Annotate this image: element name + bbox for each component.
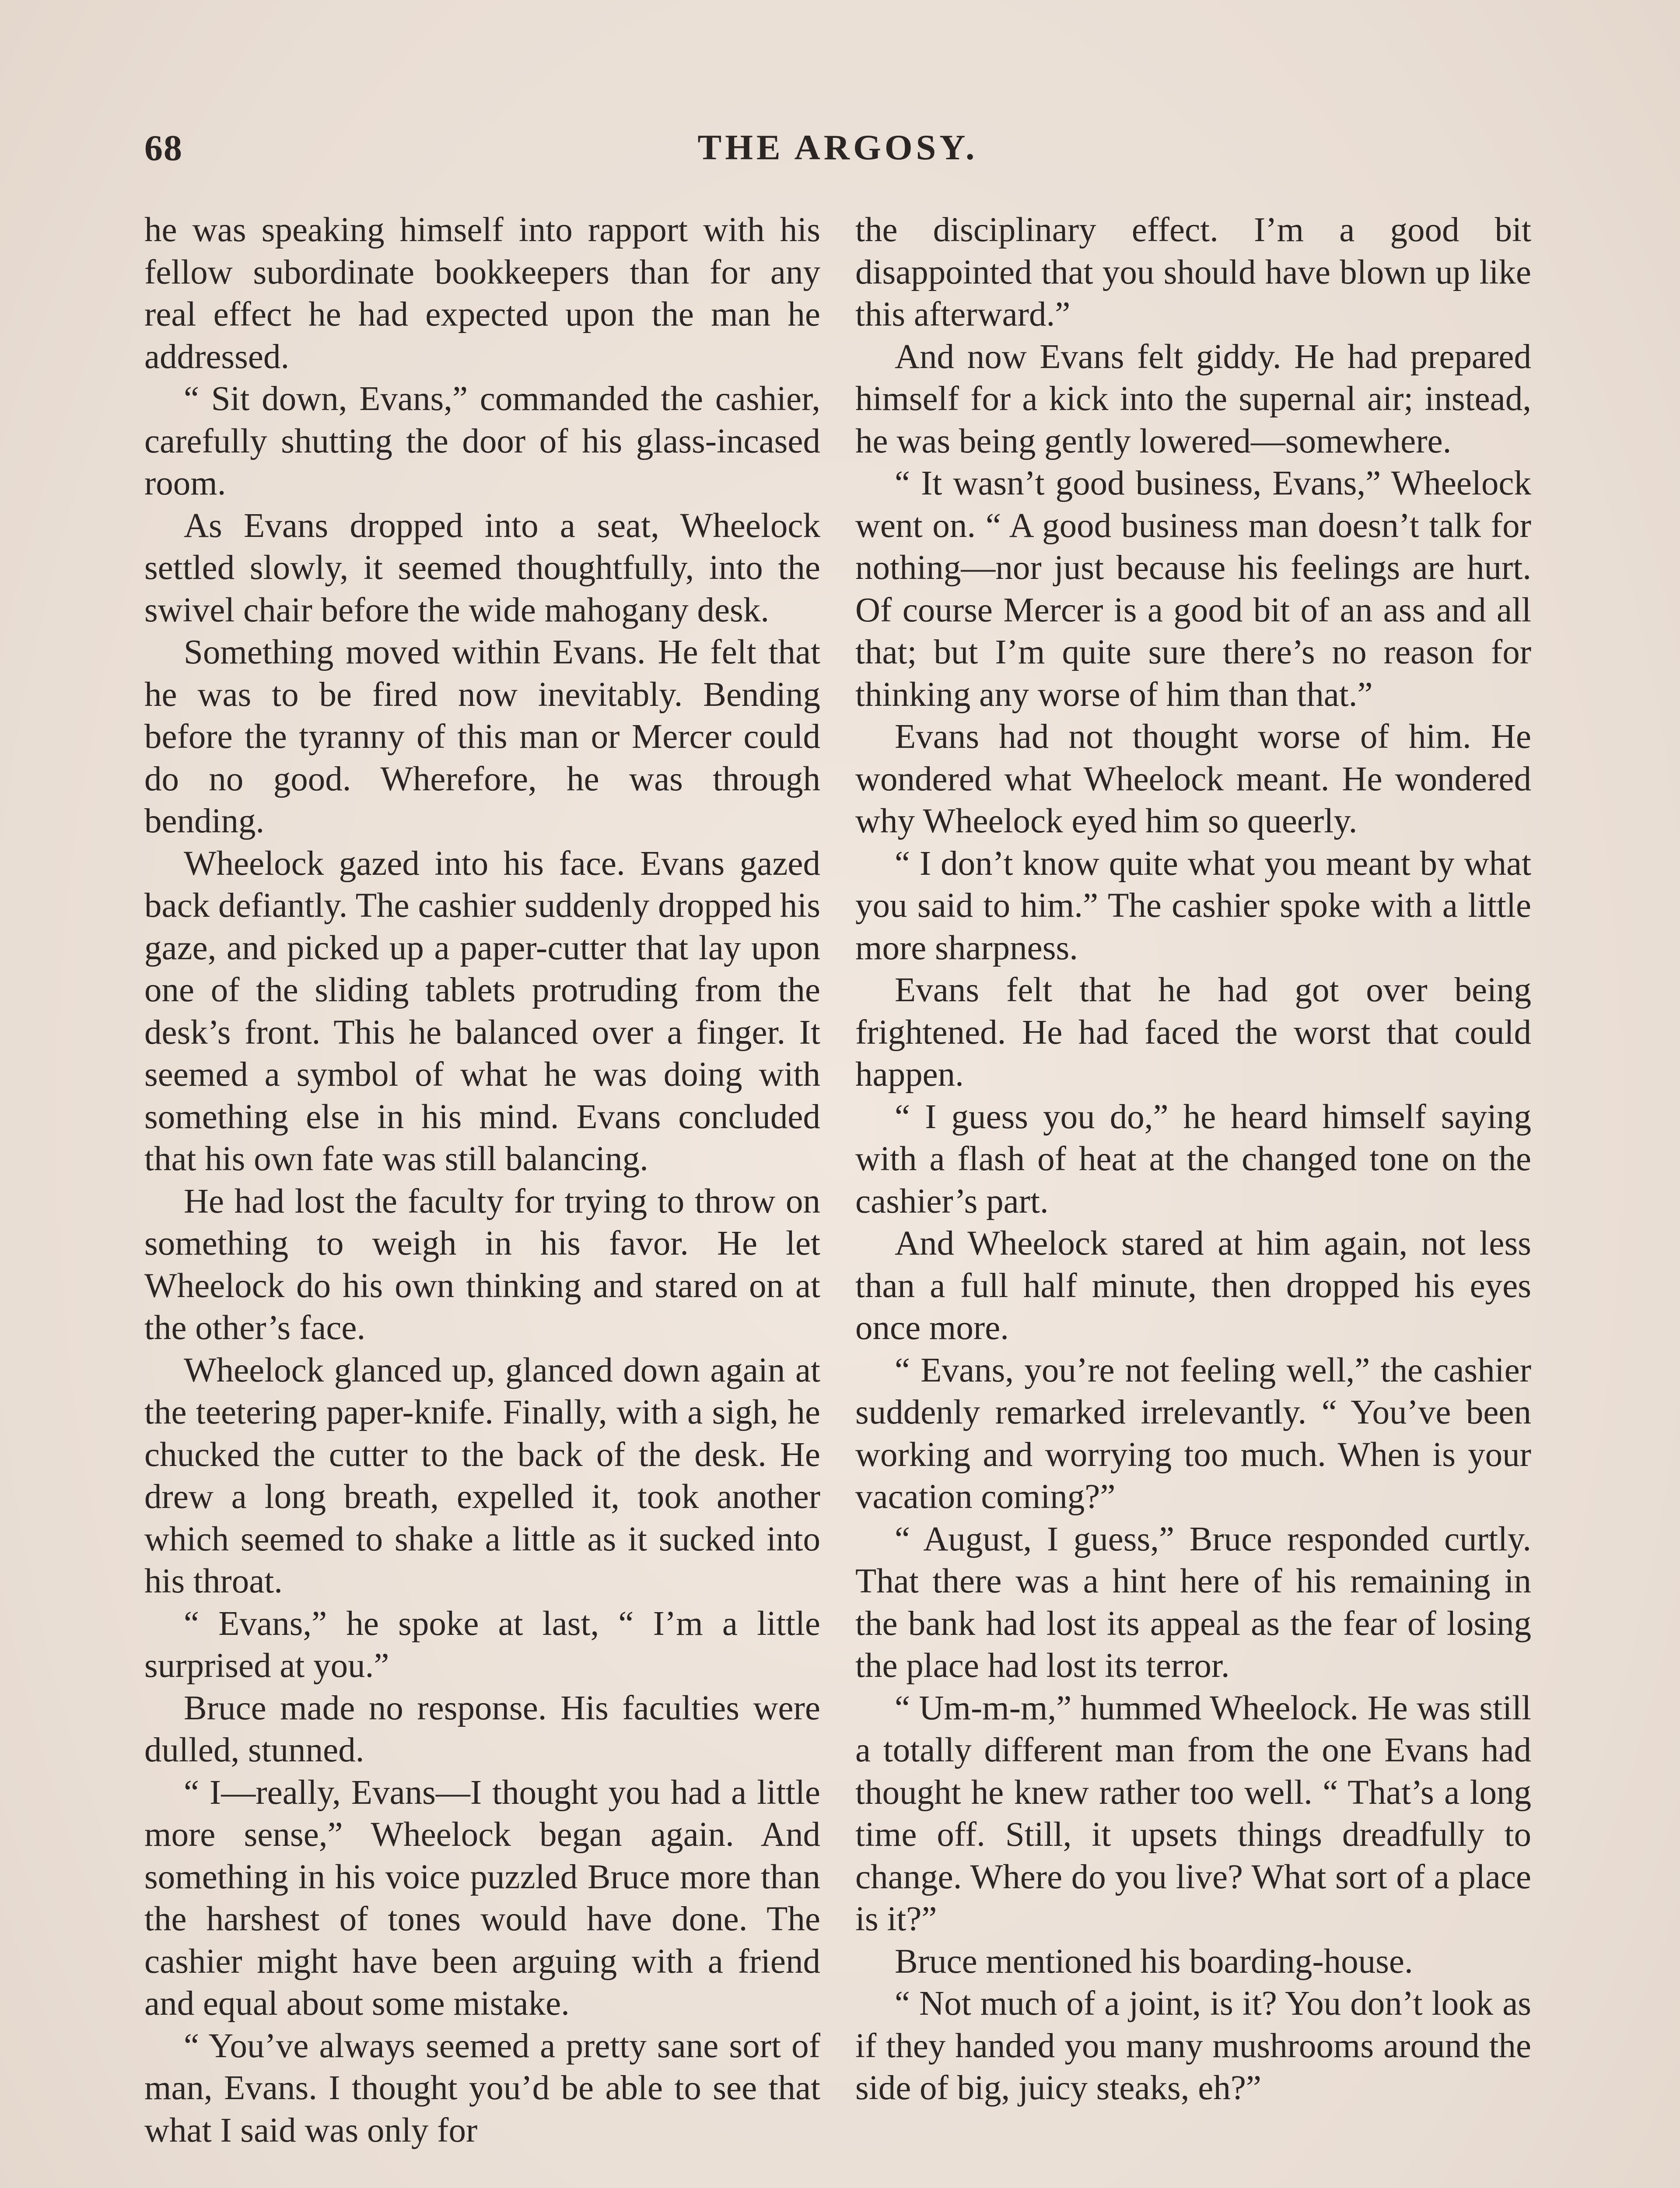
- paragraph: “ August, I guess,” Bruce responded curtly. That there was a hint here of his remaining in the bank had lost its appeal as the fear of losing the place had lost its terror.: [855, 1520, 1531, 1685]
- paragraph: “ It wasn’t good business, Evans,” Wheelock went on. “ A good business man doesn’t talk for nothing—nor just because his feelings are hurt. Of course Mercer is a good bit of an ass and all that; but I’m quite sure there’s no reason for thinking any worse of him than that.”: [855, 464, 1531, 714]
- paragraph: As Evans dropped into a seat, Wheelock settled slowly, it seemed thoughtfully, into the swivel chair before the wide mahogany desk.: [144, 506, 820, 629]
- paragraph: “ Evans,” he spoke at last, “ I’m a little surprised at you.”: [144, 1604, 820, 1685]
- paragraph: “ I guess you do,” he heard himself saying with a flash of heat at the changed tone on the cashier’s part.: [855, 1098, 1531, 1220]
- paragraph: And Wheelock stared at him again, not less than a full half minute, then dropped his eyes once more.: [855, 1224, 1531, 1347]
- paragraph: “ You’ve always seemed a pretty sane sort of man, Evans. I thought you’d be able to see that what I said was only for: [144, 2027, 820, 2149]
- paragraph: He had lost the faculty for trying to throw on something to weigh in his favor. He let Wheelock do his own thinking and stared on at the other’s face.: [144, 1182, 820, 1347]
- right-column: [855, 209, 1531, 2188]
- paragraph: he was speaking himself into rapport with his fellow subordinate bookkeepers than for any real effect he had expected upon the man he addressed.: [144, 211, 820, 376]
- paragraph: Bruce mentioned his boarding-house.: [895, 1942, 1413, 1981]
- running-title: THE ARGOSY.: [697, 127, 978, 167]
- paragraph: “ Evans, you’re not feeling well,” the cashier suddenly remarked irrelevantly. “ You’ve been working and worrying too much. When is your vacation coming?”: [855, 1351, 1531, 1516]
- paragraph: Bruce made no response. His faculties were dulled, stunned.: [144, 1689, 820, 1769]
- text-columns: [144, 209, 1531, 2188]
- paragraph: “ Sit down, Evans,” commanded the cashier, carefully shutting the door of his glass-incased room.: [144, 380, 820, 502]
- paragraph: Wheelock glanced up, glanced down again at the teetering paper-knife. Finally, with a sigh, he chucked the cutter to the back of the desk. He drew a long breath, expelled it, took another which seemed to shake a little as it sucked into his throat.: [144, 1351, 820, 1600]
- page-number: 68: [144, 128, 183, 168]
- page-header: [144, 127, 1531, 179]
- paragraph: “ I—really, Evans—I thought you had a little more sense,” Wheelock began again. And something in his voice puzzled Bruce more than the harshest of tones would have done. The cashier might have been arguing with a friend and equal about some mistake.: [144, 1773, 820, 2023]
- paragraph: Something moved within Evans. He felt that he was to be fired now inevitably. Bending before the tyranny of this man or Mercer could do no good. Wherefore, he was through bending.: [144, 633, 820, 840]
- paragraph: Evans had not thought worse of him. He wondered what Wheelock meant. He wondered why Wheelock eyed him so queerly.: [855, 718, 1531, 840]
- paragraph: “ Not much of a joint, is it? You don’t look as if they handed you many mushrooms around the side of big, juicy steaks, eh?”: [855, 1985, 1531, 2107]
- paragraph: Evans felt that he had got over being frightened. He had faced the worst that could happen.: [855, 971, 1531, 1094]
- paragraph: “ I don’t know quite what you meant by what you said to him.” The cashier spoke with a little more sharpness.: [855, 844, 1531, 967]
- paragraph: And now Evans felt giddy. He had prepared himself for a kick into the supernal air; instead, he was being gently lowered—somewhere.: [855, 337, 1531, 460]
- paragraph: Wheelock gazed into his face. Evans gazed back defiantly. The cashier suddenly dropped his gaze, and picked up a paper-cutter that lay upon one of the sliding tablets protruding from the desk’s front. This he balanced over a finger. It seemed a symbol of what he was doing with something else in his mind. Evans concluded that his own fate was still balancing.: [144, 844, 820, 1178]
- paragraph: the disciplinary effect. I’m a good bit disappointed that you should have blown up like this afterward.”: [855, 211, 1531, 333]
- left-column: [144, 209, 820, 2188]
- paragraph: “ Um-m-m,” hummed Wheelock. He was still a totally different man from the one Evans had thought he knew rather too well. “ That’s a long time off. Still, it upsets things dreadfully to change. Where do you live? What sort of a place is it?”: [855, 1689, 1531, 1938]
